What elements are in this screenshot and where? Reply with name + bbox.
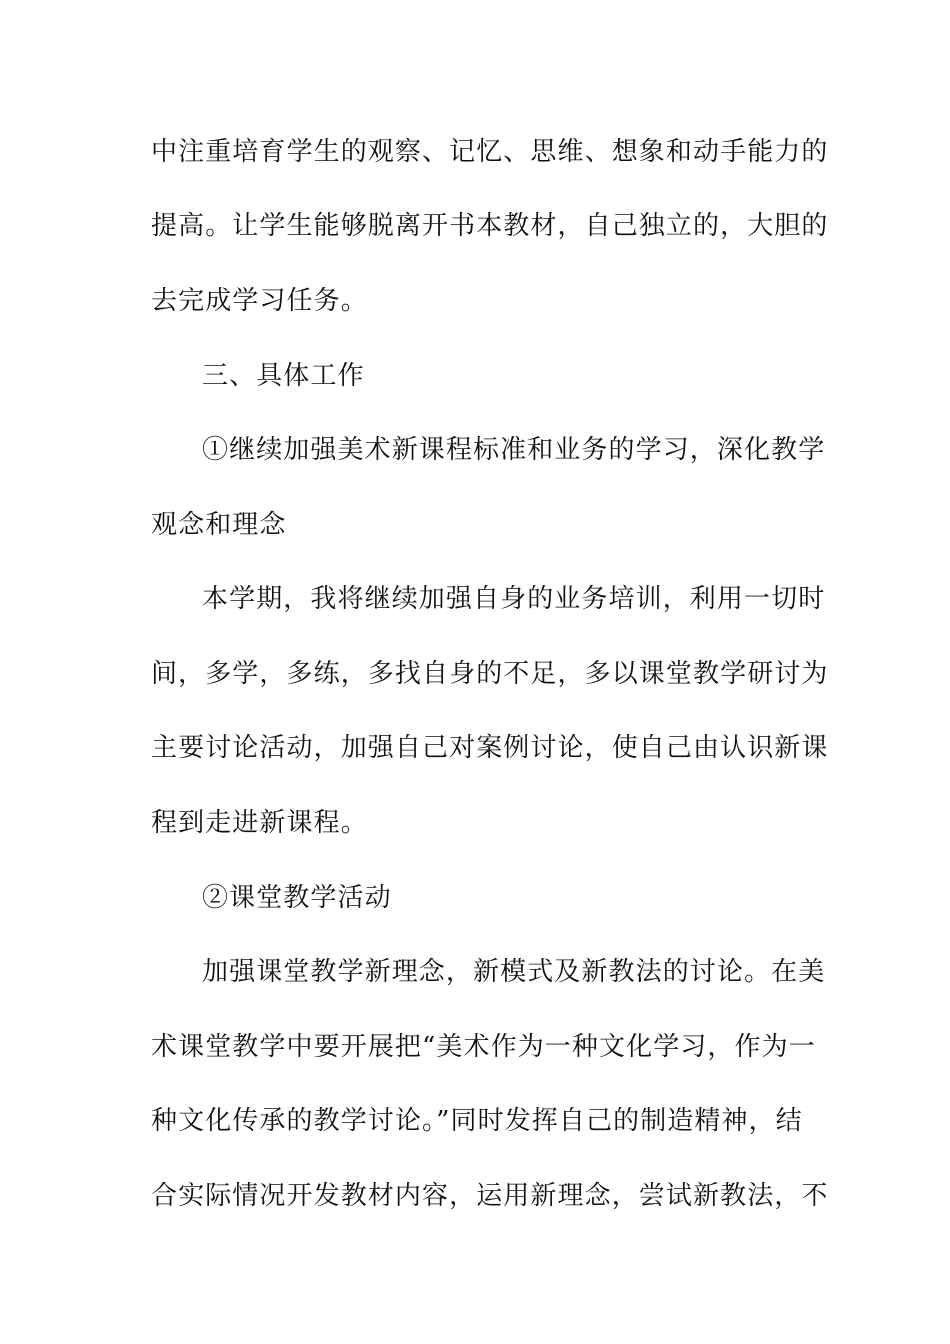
body-text-line: 间，多学，多练，多找自身的不足，多以课堂教学研讨为 bbox=[151, 659, 829, 689]
subsection-heading: ②课堂教学活动 bbox=[202, 883, 392, 913]
body-text-line: 程到走进新课程。 bbox=[151, 808, 368, 838]
body-text-line: 合实际情况开发教材内容，运用新理念，尝试新教法，不 bbox=[151, 1181, 829, 1211]
body-text-line: 去完成学习任务。 bbox=[151, 286, 368, 316]
section-heading: 三、具体工作 bbox=[202, 361, 365, 391]
body-text-line: 提高。让学生能够脱离开书本教材，自己独立的，大胆的 bbox=[151, 211, 829, 241]
body-text-line: 本学期，我将继续加强自身的业务培训，利用一切时 bbox=[202, 584, 826, 614]
body-text-line: 种文化传承的教学讨论。”同时发挥自己的制造精神，结 bbox=[151, 1106, 803, 1136]
body-text-line: 主要讨论活动，加强自己对案例讨论，使自己由认识新课 bbox=[151, 733, 829, 763]
body-text-line: 加强课堂教学新理念，新模式及新教法的讨论。在美 bbox=[202, 957, 826, 987]
subsection-heading-continuation: 观念和理念 bbox=[151, 510, 287, 540]
body-text-line: 术课堂教学中要开展把“美术作为一种文化学习，作为一 bbox=[151, 1032, 816, 1062]
body-text-line: 中注重培育学生的观察、记忆、思维、想象和动手能力的 bbox=[151, 137, 829, 167]
subsection-heading: ①继续加强美术新课程标准和业务的学习，深化教学 bbox=[202, 435, 826, 465]
